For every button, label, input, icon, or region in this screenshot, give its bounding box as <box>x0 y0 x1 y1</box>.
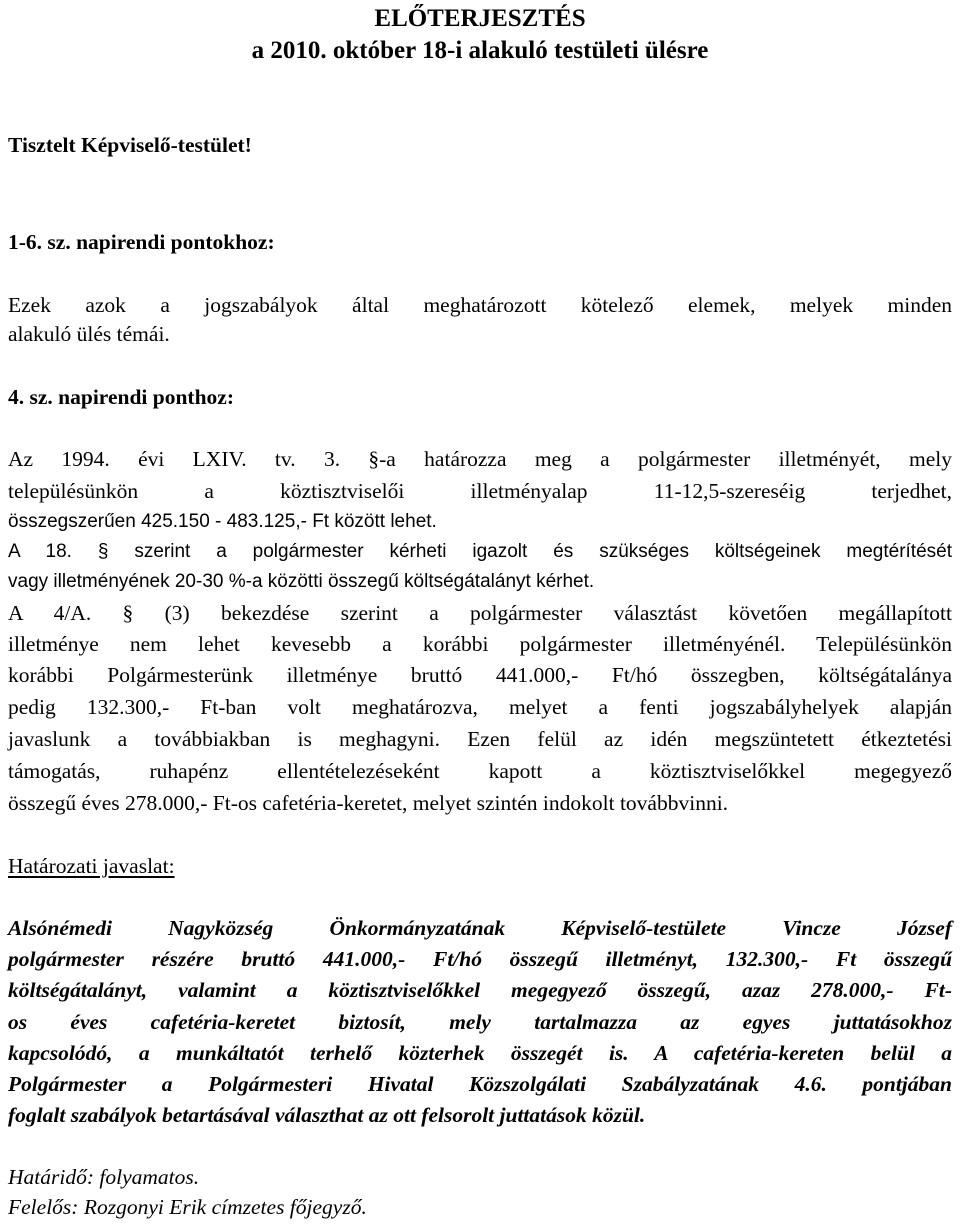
section2-line-11: támogatás, ruhapénz ellentételezéseként kapott a köztisztviselőkkel megegyező <box>8 759 952 783</box>
section2-line-3: összegszerűen 425.150 - 483.125,- Ft között lehet. <box>8 511 437 532</box>
section2-line-1: Az 1994. évi LXIV. tv. 3. §-a határozza meg a polgármester illetményét, mely <box>8 447 952 471</box>
section2-line-9: pedig 132.300,- Ft-ban volt meghatározva, melyet a fenti jogszabályhelyek alapján <box>8 695 952 719</box>
resolution-line-4: os éves cafetéria-keretet biztosít, mely tartalmazza az egyes juttatásokhoz <box>8 1010 952 1034</box>
document-title: ELŐTERJESZTÉS <box>374 5 586 32</box>
resolution-line-7: foglalt szabályok betartásával választhat az ott felsorolt juttatások közül. <box>8 1103 646 1127</box>
section2-line-5: vagy illetményének 20-30 %-a közötti összegű költségátalányt kérhet. <box>8 571 595 592</box>
section2-line-4: A 18. § szerint a polgármester kérheti igazolt és szükséges költségeinek megtérítését <box>8 541 952 562</box>
resolution-line-2: polgármester részére bruttó 441.000,- Ft/hó összegű illetményt, 132.300,- Ft összegű <box>8 947 952 971</box>
resolution-line-6: Polgármester a Polgármesteri Hivatal Közszolgálati Szabályzatának 4.6. pontjában <box>8 1072 952 1096</box>
section2-line-7: illetménye nem lehet kevesebb a korábbi polgármester illetményénél. Településünkön <box>8 632 952 656</box>
resolution-line-5: kapcsolódó, a munkáltatót terhelő közterhek összegét is. A cafetéria-kereten belül a <box>8 1041 952 1065</box>
section1-heading: 1-6. sz. napirendi pontokhoz: <box>8 230 275 254</box>
document-subtitle: a 2010. október 18-i alakuló testületi ülésre <box>251 37 709 64</box>
responsible: Felelős: Rozgonyi Erik címzetes főjegyző. <box>8 1195 367 1219</box>
section2-line-12: összegű éves 278.000,- Ft-os cafetéria-keretet, melyet szintén indokolt továbbvinni. <box>8 791 729 815</box>
section2-line-2: településünkön a köztisztviselői illetményalap 11-12,5-szereséig terjedhet, <box>8 479 952 503</box>
resolution-line-3: költségátalányt, valamint a köztisztviselőkkel megegyező összegű, azaz 278.000,- Ft- <box>8 978 952 1002</box>
deadline: Határidő: folyamatos. <box>8 1165 200 1189</box>
resolution-line-1: Alsónémedi Nagyközség Önkormányzatának Képviselő-testülete Vincze József <box>8 916 952 940</box>
section2-line-6: A 4/A. § (3) bekezdése szerint a polgármester választást követően megállapított <box>8 601 952 625</box>
resolution-label: Határozati javaslat: <box>8 854 175 878</box>
section1-line-2: alakuló ülés témái. <box>8 322 170 346</box>
greeting: Tisztelt Képviselő-testület! <box>8 133 252 157</box>
section2-line-8: korábbi Polgármesterünk illetménye bruttó 441.000,- Ft/hó összegben, költségátalánya <box>8 663 952 687</box>
section2-heading: 4. sz. napirendi ponthoz: <box>8 385 234 409</box>
section1-line-1: Ezek azok a jogszabályok által meghatározott kötelező elemek, melyek minden <box>8 293 952 317</box>
section2-line-10: javaslunk a továbbiakban is meghagyni. Ezen felül az idén megszüntetett étkeztetési <box>8 727 952 751</box>
